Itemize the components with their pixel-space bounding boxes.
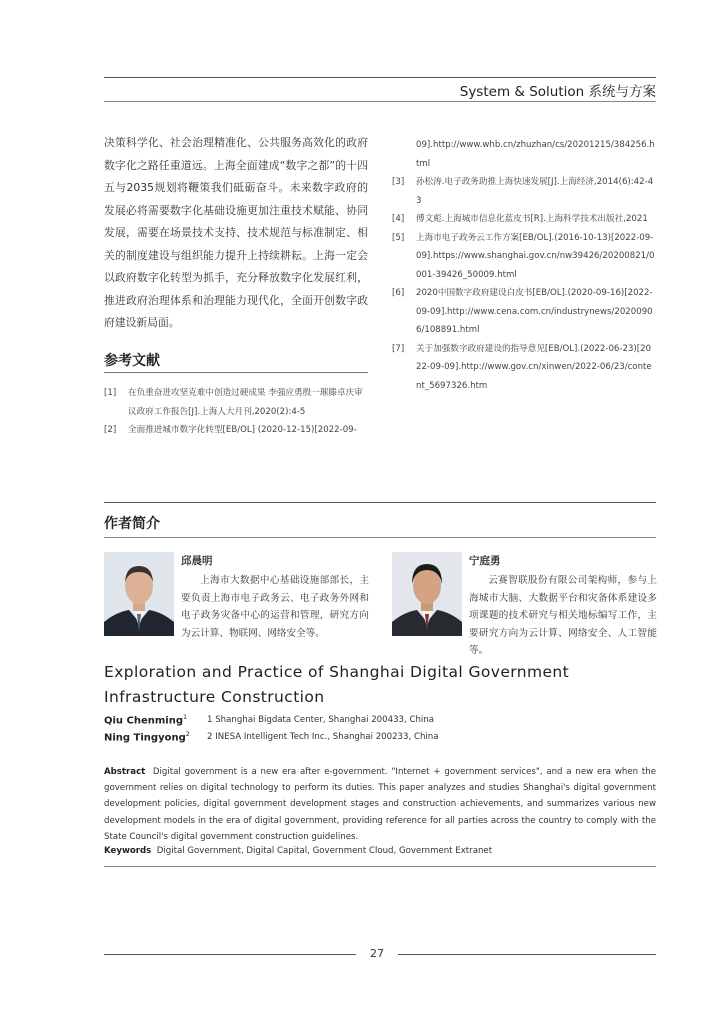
abstract-label: Abstract xyxy=(104,767,146,777)
english-affiliation: 1 Shanghai Bigdata Center, Shanghai 200433, China xyxy=(207,715,435,725)
reference-text: 关于加强数字政府建设的指导意见[EB/OL].(2022-06-23)[2022-09-09].http://www.gov.cn/xinwen/2022-06/23/content_5697326.htm xyxy=(416,343,652,391)
references-heading-rule xyxy=(104,372,368,373)
keywords xyxy=(104,846,492,856)
abstract-text: Digital government is a new era after e-government. "Internet + government services", and a new era when the government relies on digital technology to perform its duties. This paper analyzes and studies Shanghai's digital government development policies, digital government development stages and construction achievements, and summarizes various new development models in the era of digital government, providing reference for all parties across the country to comply with the State Council's digital government construction guidelines. xyxy=(104,767,656,842)
header-rule xyxy=(104,77,656,78)
reference-number: [5] xyxy=(392,232,405,243)
affiliation-marker: 2 xyxy=(185,730,190,738)
keywords-text: Digital Government, Digital Capital, Government Cloud, Government Extranet xyxy=(156,846,493,856)
author-name: 邱晨明 xyxy=(181,555,213,567)
references-left xyxy=(104,384,366,440)
author-bio: 云赛智联股份有限公司架构师，参与上海城市大脑、大数据平台和灾备体系建设多项课题的技术研究与相关地标编写工作，主要研究方向为云计算、网络安全、人工智能等。 xyxy=(469,575,657,656)
authors-top-rule xyxy=(104,502,656,503)
header-underline xyxy=(104,101,656,102)
english-author-name: Qiu Chenming xyxy=(104,715,184,727)
abstract-bottom-rule xyxy=(104,866,656,867)
reference-item xyxy=(392,340,656,396)
author-bio: 上海市大数据中心基础设施部部长，主要负责上海市电子政务云、电子政务外网和电子政务灾备中心的运营和管理，研究方向为云计算、物联网、网络安全等。 xyxy=(181,575,369,639)
english-author xyxy=(104,713,187,726)
reference-text: 孙松涛.电子政务助推上海快速发展[J].上海经济,2014(6):42-43 xyxy=(416,177,654,206)
keywords-label: Keywords xyxy=(104,846,152,856)
section-header-title: System & Solution 系统与方案 xyxy=(459,84,656,100)
page-number: 27 xyxy=(370,947,384,960)
reference-text: 傅文彪.上海城市信息化蓝皮书[R].上海科学技术出版社,2021 xyxy=(416,214,648,224)
reference-item xyxy=(392,229,656,285)
reference-continuation xyxy=(392,136,656,173)
references-heading: 参考文献 xyxy=(104,353,160,369)
reference-item xyxy=(392,173,656,210)
reference-text: 在负重奋进攻坚克难中创造过硬成果 李强应勇殷一璀滕卓庆审议政府工作报告[J].上海人大月刊,2020(2):4-5 xyxy=(128,388,363,417)
english-author-name: Ning Tingyong xyxy=(104,732,186,744)
reference-text: 2020中国数字政府建设白皮书[EB/OL].(2020-09-16)[2022-09-09].http://www.cena.com.cn/industrynews/20200906/108891.html xyxy=(416,288,653,335)
reference-number: [6] xyxy=(392,288,405,298)
body-paragraph: 决策科学化、社会治理精准化、公共服务高效化的政府数字化之路任重道远。上海全面建成“数字之都”的十四五与2035规划将鞭策我们砥砺奋斗。未来数字政府的发展必将需要数字化基础设施更加注重技术赋能、协同发展，需要在场景技术支持、技术规范与标准制定、相关的制度建设与组织能力提升上持续耕耘。上海一定会以政府数字化转型为抓手，充分释放数字化发展红利，推进政府治理体系和治理能力现代化，全面开创数字政府建设新局面。 xyxy=(104,136,368,329)
portrait-ning-icon xyxy=(392,552,462,636)
authors-heading: 作者简介 xyxy=(104,516,160,532)
author-photo-ning xyxy=(392,552,462,636)
english-affiliation: 2 INESA Intelligent Tech Inc., Shanghai 200233, China xyxy=(207,732,439,742)
english-title: Exploration and Practice of Shanghai Digital Government Infrastructure Construction xyxy=(104,663,570,706)
reference-number: [3] xyxy=(392,177,405,187)
abstract xyxy=(104,764,656,845)
author-name: 宁庭勇 xyxy=(469,555,501,567)
reference-number: [4] xyxy=(392,214,405,224)
author-photo-qiu xyxy=(104,552,174,636)
reference-number: [1] xyxy=(104,388,117,398)
footer-rule-right xyxy=(398,954,656,955)
reference-number: [2] xyxy=(104,425,117,435)
affiliation-marker: 1 xyxy=(183,713,188,721)
english-author xyxy=(104,730,190,743)
reference-item xyxy=(392,284,656,340)
reference-item xyxy=(104,384,366,421)
reference-text: 全面推进城市数字化转型[EB/OL] (2020-12-15)[2022-09- xyxy=(128,425,357,435)
footer-rule-left xyxy=(104,954,356,955)
references-right xyxy=(392,136,656,395)
reference-number: [7] xyxy=(392,343,405,354)
portrait-qiu-icon xyxy=(104,552,174,636)
authors-heading-rule xyxy=(104,537,656,538)
reference-text: 09].http://www.whb.cn/zhuzhan/cs/20201215/384256.html xyxy=(416,140,655,169)
reference-item xyxy=(104,421,366,440)
reference-item xyxy=(392,210,656,229)
reference-text: 上海市电子政务云工作方案[EB/OL].(2016-10-13)[2022-09-09].https://www.shanghai.gov.cn/nw39426/20200821/0001-39426_50009.html xyxy=(416,232,655,280)
